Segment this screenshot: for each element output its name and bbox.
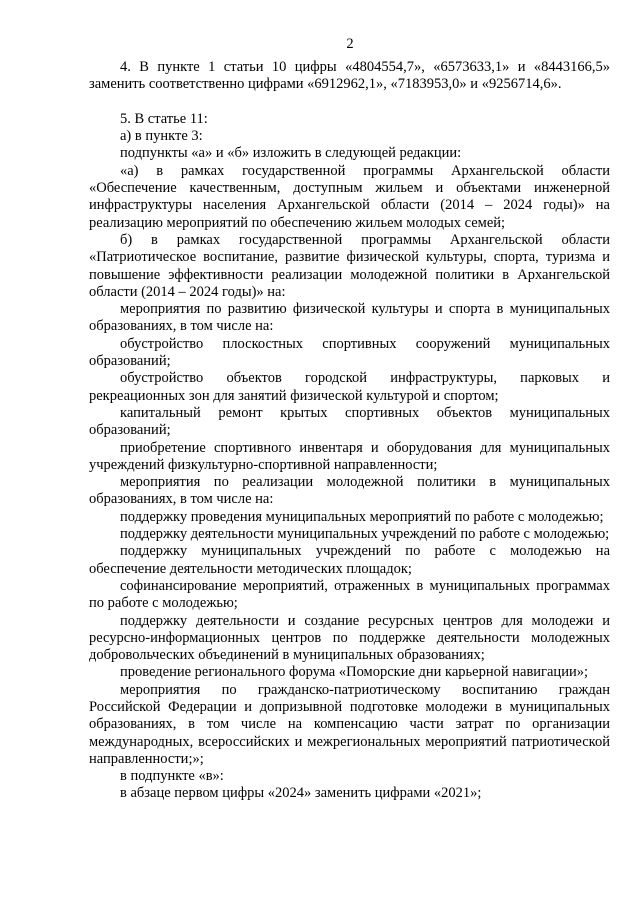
paragraph-subpoint-v: в подпункте «в»: — [120, 768, 224, 785]
paragraph-patriotic-education: мероприятия по гражданско-патриотическому воспитанию граждан Российской Федерации и допризывной подготовке молодежи в муниципальных образованиях, в том числе на компенсацию части затрат по организации международных, всероссийских и межрегиональных мероприятий патриотической направленности;»; — [89, 681, 610, 767]
paragraph-subpoint-a: «а) в рамках государственной программы Архангельской области «Обеспечение качественным, доступным жильем и объектами инженерной инфраструктуры населения Архангельской области (2014 – 2024 годы)» на реализацию мероприятий по обеспечению жильем молодых семей; — [89, 162, 610, 231]
paragraph-resource-centers: поддержку деятельности и создание ресурсных центров для молодежи и ресурсно-информационных центров по поддержке деятельности молодежных добровольческих объединений в муниципальных образованиях; — [89, 612, 610, 664]
paragraph-subpoint-b: б) в рамках государственной программы Архангельской области «Патриотическое воспитание, развитие физической культуры, спорта, туризма и повышение эффективности реализации молодежной политики в Архангельской области (2014 – 2024 годы)» на: — [89, 231, 610, 300]
paragraph-sport-measures: мероприятия по развитию физической культуры и спорта в муниципальных образованиях, в том числе на: — [89, 301, 610, 335]
page-number: 2 — [346, 36, 354, 52]
paragraph-methodical-platforms: поддержку муниципальных учреждений по работе с молодежью на обеспечение деятельности методических площадок; — [89, 543, 610, 577]
paragraph-regional-forum: проведение регионального форума «Поморские дни карьерной навигации»; — [120, 664, 588, 681]
paragraph-cofinancing: софинансирование мероприятий, отраженных в муниципальных программах по работе с молодежью; — [89, 577, 610, 612]
paragraph-sport-equipment: приобретение спортивного инвентаря и оборудования для муниципальных учреждений физкультурно-спортивной направленности; — [89, 439, 610, 473]
paragraph-capital-repair: капитальный ремонт крытых спортивных объектов муниципальных образований; — [89, 404, 610, 439]
paragraph-year-replacement: в абзаце первом цифры «2024» заменить цифрами «2021»; — [120, 785, 482, 802]
document-body — [89, 59, 610, 803]
paragraph-flat-facilities: обустройство плоскостных спортивных сооружений муниципальных образований; — [89, 335, 610, 370]
paragraph-youth-institutions: поддержку деятельности муниципальных учреждений по работе с молодежью; — [120, 526, 610, 543]
paragraph-city-infrastructure: обустройство объектов городской инфраструктуры, парковых и рекреационных зон для занятий физической культурой и спортом; — [89, 370, 610, 404]
paragraph-subpoints-intro: подпункты «а» и «б» изложить в следующей редакции: — [120, 145, 462, 162]
paragraph-youth-policy: мероприятия по реализации молодежной политики в муниципальных образованиях, в том числе на: — [89, 474, 610, 508]
paragraph-youth-events: поддержку проведения муниципальных мероприятий по работе с молодежью; — [120, 508, 604, 525]
paragraph-article-11-heading: 5. В статье 11: — [120, 110, 208, 127]
paragraph-point-3: а) в пункте 3: — [120, 128, 203, 145]
paragraph-article-10-amendment: 4. В пункте 1 статьи 10 цифры «4804554,7», «6573633,1» и «8443166,5» заменить соответственно цифрами «6912962,1», «7183953,0» и «9256714,6». — [89, 59, 610, 93]
